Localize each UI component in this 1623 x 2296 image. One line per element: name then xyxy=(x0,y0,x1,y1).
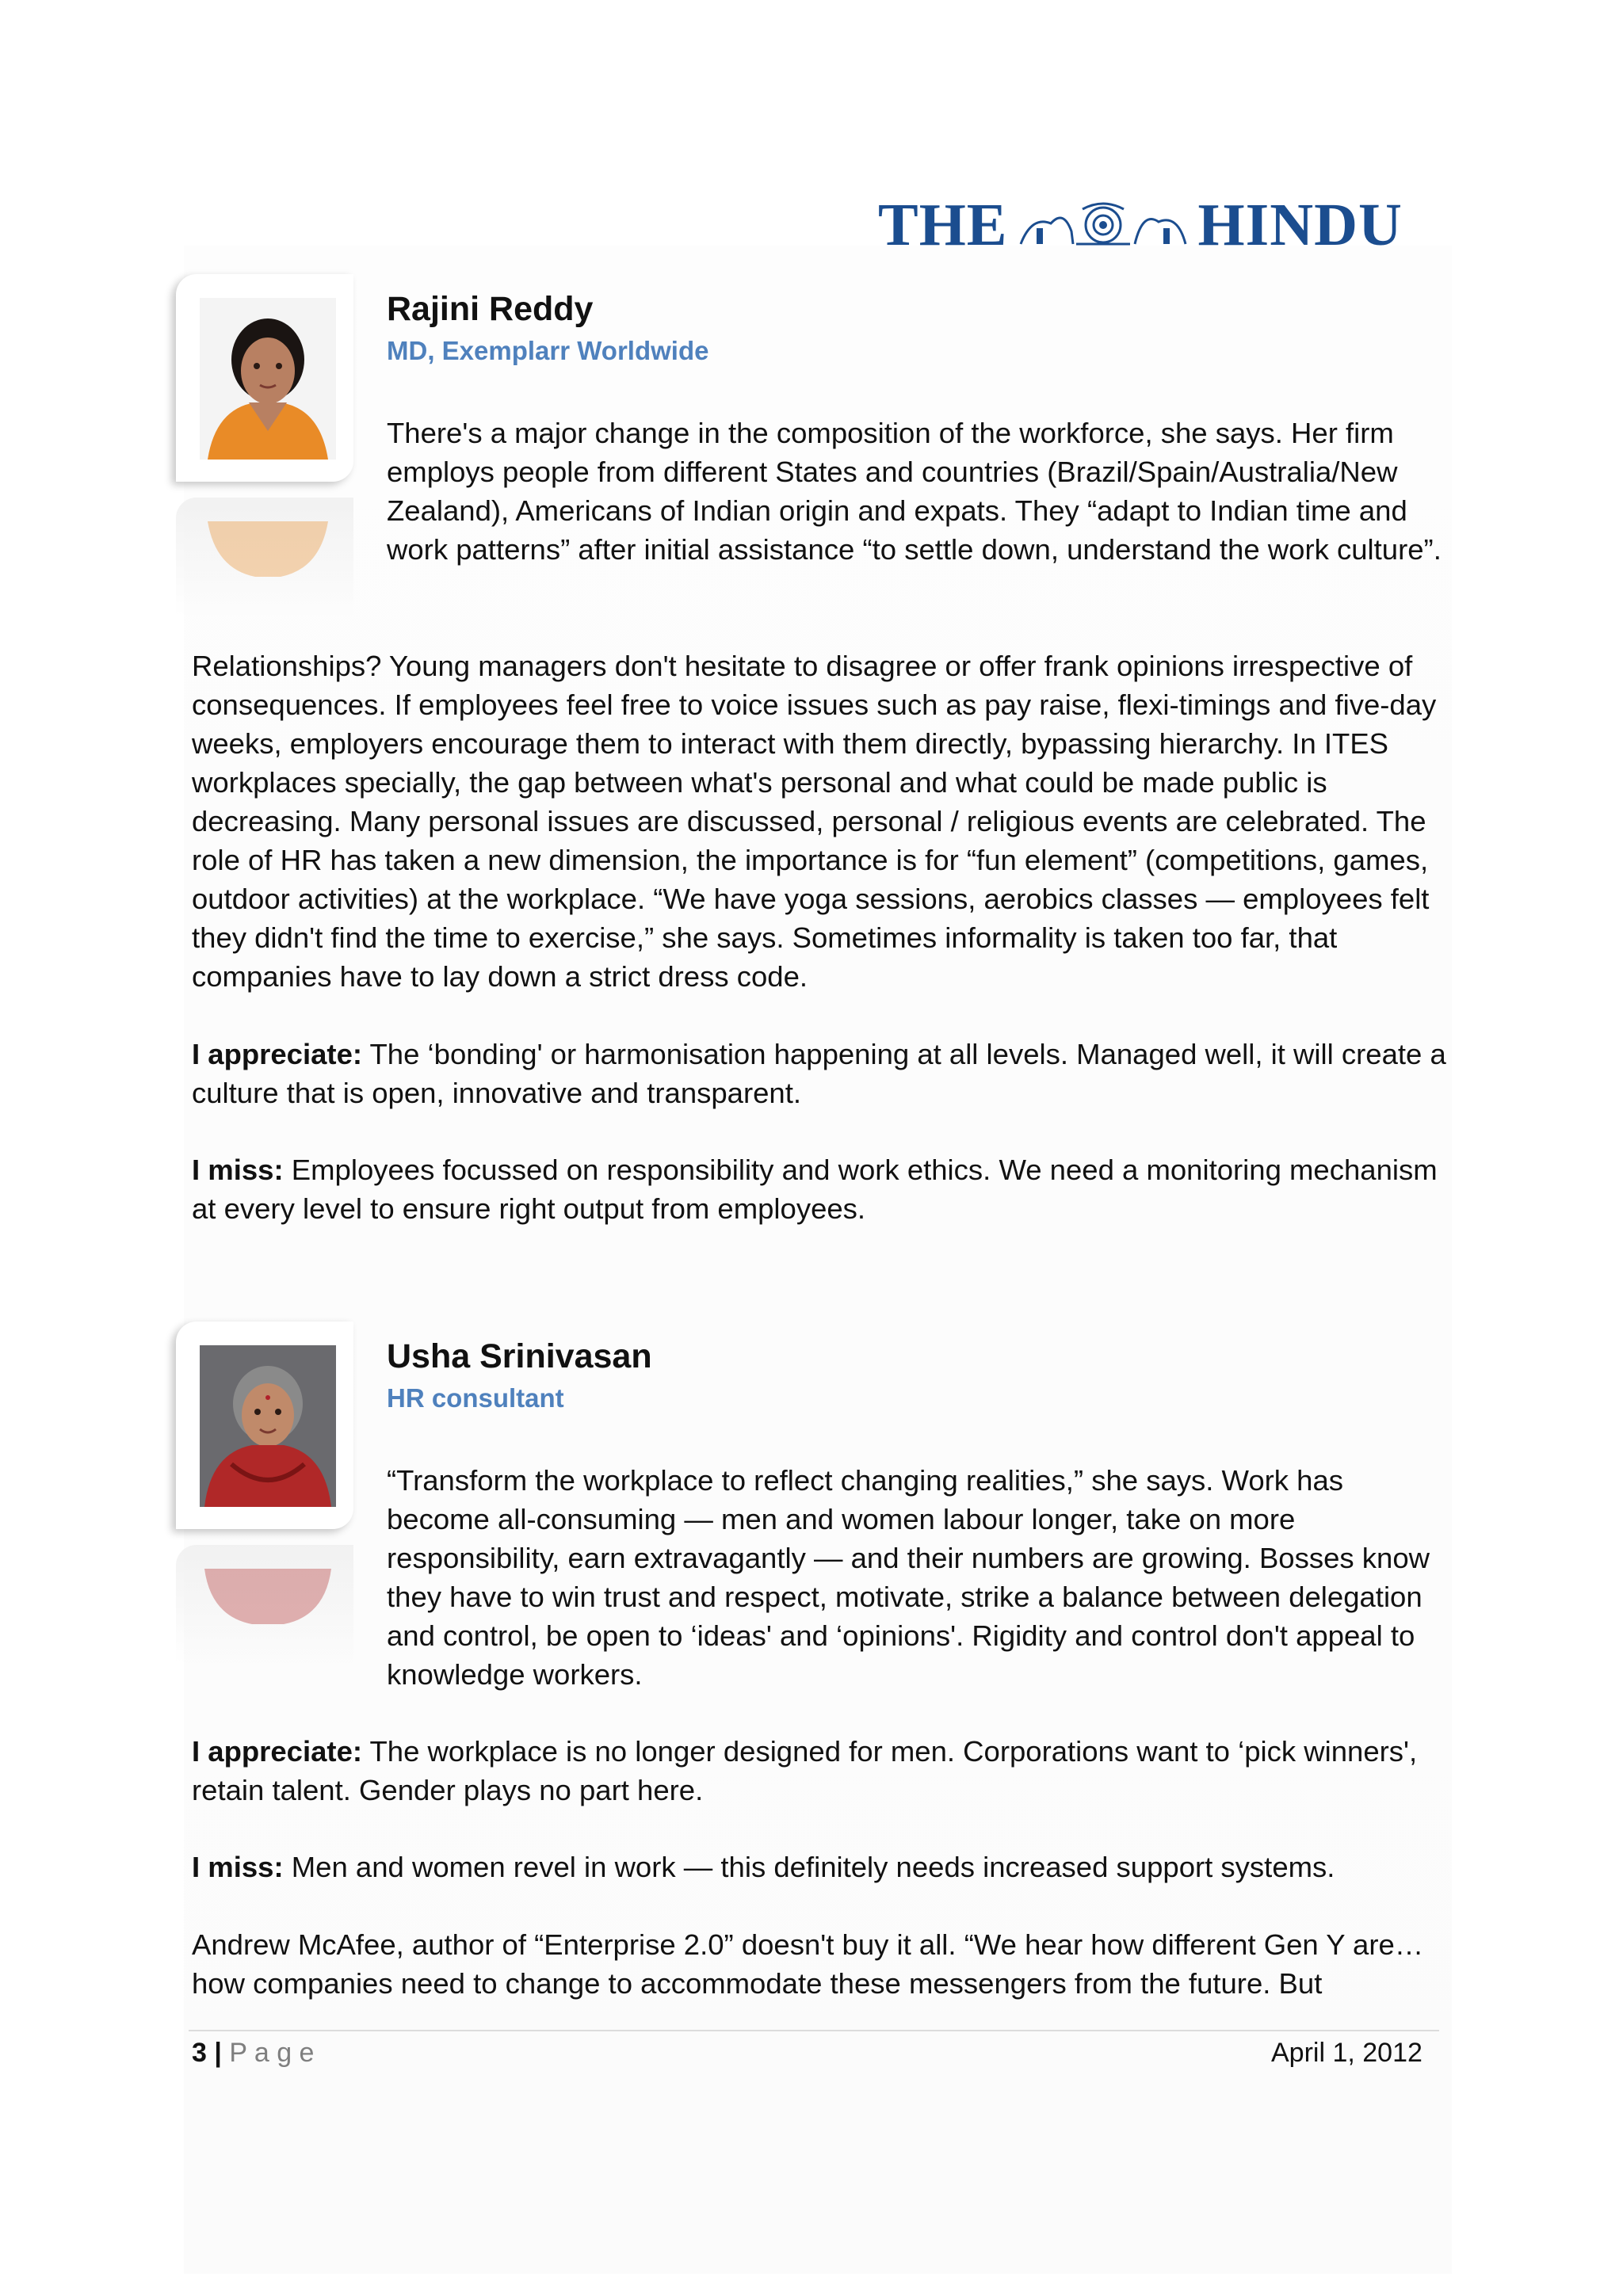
page-separator: | xyxy=(206,2038,230,2068)
profile-photo-reflection xyxy=(176,498,353,616)
the-hindu-logo xyxy=(878,189,1433,261)
footer-date: April 1, 2012 xyxy=(1271,2038,1423,2068)
usha-srinivasan-photo xyxy=(200,1345,336,1507)
appreciate-paragraph xyxy=(192,1035,1452,1112)
closing-paragraph: Andrew McAfee, author of “Enterprise 2.0” doesn't buy it all. “We hear how different Gen Y are… how companies need to change to accommodate these messengers from the future. But xyxy=(192,1928,1424,2000)
profile-role: HR consultant xyxy=(387,1383,564,1413)
logo-text-the: THE xyxy=(878,191,1008,258)
miss-paragraph xyxy=(192,1848,1452,1886)
body-paragraph: Relationships? Young managers don't hesitate to disagree or offer frank opinions irrespective of consequences. If employees feel free to voice issues such as pay raise, flexi-timings and five-day weeks, employers encourage them to interact with them directly, bypassing hierarchy. In ITES workplaces specially, the gap between what's personal and what could be made public is decreasing. Many personal issues are discussed, personal / religious events are celebrated. The role of HR has taken a new dimension, the importance is for “fun element” (competitions, games, outdoor activities) at the workplace. “We have yoga sessions, aerobics classes — employees felt they didn't find the time to exercise,” she says. Sometimes informality is taken too far, that companies have to lay down a strict dress code. xyxy=(192,650,1437,993)
profile-intro-paragraph: “Transform the workplace to reflect changing realities,” she says. Work has become all-consuming — men and women labour longer, take on more responsibility, earn extravagantly — and their numbers are growing. Bosses know they have to win trust and respect, motivate, strike a balance between delegation and control, be open to ‘ideas' and ‘opinions'. Rigidity and control don't appeal to knowledge workers. xyxy=(387,1464,1430,1691)
photo-reflection-image xyxy=(200,1569,336,1656)
miss-label: I miss: xyxy=(192,1154,284,1186)
profile-photo-frame xyxy=(176,1322,353,1529)
profile-intro-paragraph: There's a major change in the composition of the workforce, she says. Her firm employs people from different States and countries (Brazil/Spain/Australia/New Zealand), Americans of Indian origin and expats. They “adapt to Indian time and work patterns” after initial assistance “to settle down, understand the work culture”. xyxy=(387,417,1442,566)
miss-text: Men and women revel in work — this definitely needs increased support systems. xyxy=(283,1851,1335,1883)
profile-role: MD, Exemplarr Worldwide xyxy=(387,336,709,365)
photo-reflection-image xyxy=(200,521,336,608)
appreciate-label: I appreciate: xyxy=(192,1038,363,1070)
logo-text-hindu: HINDU xyxy=(1197,191,1403,258)
appreciate-label: I appreciate: xyxy=(192,1735,363,1768)
profile-photo-reflection xyxy=(176,1545,353,1664)
rajini-reddy-photo xyxy=(200,298,336,460)
appreciate-text: The workplace is no longer designed for men. Corporations want to ‘pick winners', retain talent. Gender plays no part here. xyxy=(192,1735,1418,1806)
profile-name: Usha Srinivasan xyxy=(387,1337,652,1375)
profile-photo-frame xyxy=(176,274,353,482)
page-number-footer xyxy=(192,2038,314,2069)
footer-divider xyxy=(189,2030,1439,2031)
page-number: 3 xyxy=(192,2038,207,2068)
emblem-seal-icon xyxy=(1016,200,1190,250)
miss-label: I miss: xyxy=(192,1851,284,1883)
miss-text: Employees focussed on responsibility and work ethics. We need a monitoring mechanism at every level to ensure right output from employees. xyxy=(192,1154,1438,1225)
miss-paragraph xyxy=(192,1150,1452,1228)
appreciate-paragraph xyxy=(192,1732,1452,1810)
appreciate-text: The ‘bonding' or harmonisation happening at all levels. Managed well, it will create a culture that is open, innovative and transparent. xyxy=(192,1038,1446,1109)
profile-name: Rajini Reddy xyxy=(387,290,594,328)
page-word: P a g e xyxy=(229,2038,315,2068)
